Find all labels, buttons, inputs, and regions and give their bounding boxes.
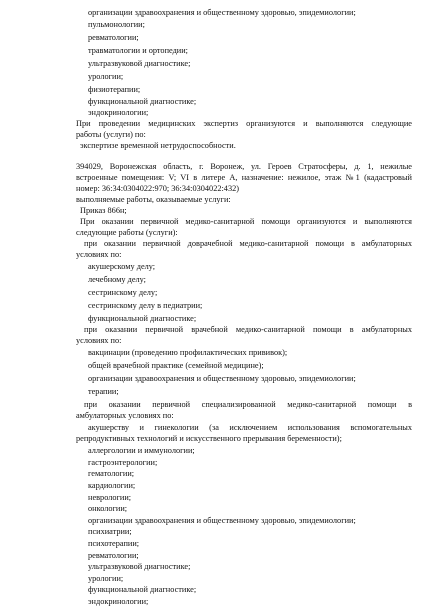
address-line: номер: 36:34:0304022:970; 36:34:0304022:432) xyxy=(76,184,240,193)
text-line: условиях по: xyxy=(76,250,122,259)
text-line: лечебному делу; xyxy=(88,275,146,284)
text-line: вакцинации (проведению профилактических прививок); xyxy=(88,348,288,357)
text-line: функциональной диагностике; xyxy=(88,585,197,595)
text-line: репродуктивных технологий и искусственного прерывания беременности); xyxy=(76,434,342,443)
text-line: при оказании первичной специализированной медико-санитарной помощи в xyxy=(84,400,412,409)
text-line: работы (услуги) по: xyxy=(76,130,146,139)
text-line: ревматологии; xyxy=(88,550,139,560)
text-line: травматологии и ортопедии; xyxy=(88,46,188,55)
address-line: встроенные помещения: V; VI в литере А, назначение: нежилое, этаж №1 (кадастровый xyxy=(76,173,412,182)
order-line: Приказ 866н; xyxy=(80,206,127,215)
text-line: аллергологии и иммунологии; xyxy=(88,446,195,455)
text-line: выполняемые работы, оказываемые услуги: xyxy=(76,195,231,204)
text-line: ультразвуковой диагностике; xyxy=(88,59,191,68)
text-line: физиотерапии; xyxy=(88,85,141,94)
text-line: онкологии; xyxy=(88,504,128,514)
text-line: сестринскому делу в педиатрии; xyxy=(88,301,203,310)
text-line: психиатрии; xyxy=(88,527,132,537)
text-line: кардиологии; xyxy=(88,480,136,490)
text-line: ревматологии; xyxy=(88,33,139,42)
text-line: следующие работы (услуги): xyxy=(76,228,178,237)
text-line: экспертизе временной нетрудоспособности. xyxy=(80,141,236,150)
text-line: При проведении медицинских экспертиз организуются и выполняются следующие xyxy=(76,119,412,128)
text-line: урологии; xyxy=(88,573,124,583)
text-line: функциональной диагностике; xyxy=(88,314,197,323)
text-line: организации здравоохранения и общественному здоровью, эпидемиологии; xyxy=(88,374,356,383)
text-line: эндокринологии; xyxy=(88,108,149,117)
text-line: организации здравоохранения и общественному здоровью, эпидемиологии; xyxy=(88,515,356,525)
text-line: амбулаторных условиях по: xyxy=(76,411,174,420)
text-line: гематологии; xyxy=(88,469,135,479)
text-line: акушерству и гинекологии (за исключением использования вспомогательных xyxy=(88,423,412,432)
text-line: терапии; xyxy=(88,387,119,396)
text-line: При оказании первичной медико-санитарной помощи организуются и выполняются xyxy=(80,217,412,226)
text-line: при оказании первичной врачебной медико-санитарной помощи в амбулаторных xyxy=(84,325,412,334)
text-line: урологии; xyxy=(88,72,124,81)
text-line: психотерапии; xyxy=(88,538,140,548)
text-line: акушерскому делу; xyxy=(88,262,156,271)
text-line: условиях по: xyxy=(76,336,122,345)
text-line: сестринскому делу; xyxy=(88,288,158,297)
text-line: гастроэнтерологии; xyxy=(88,457,158,467)
text-line: организации здравоохранения и общественному здоровью, эпидемиологии; xyxy=(88,8,356,17)
text-line: пульмонологии; xyxy=(88,20,145,29)
text-line: эндокринологии; xyxy=(88,597,149,606)
text-line: неврологии; xyxy=(88,492,132,502)
text-line: функциональной диагностике; xyxy=(88,97,197,106)
text-line: общей врачебной практике (семейной медицине); xyxy=(88,361,264,370)
address-line: 394029, Воронежская область, г. Воронеж, ул. Героев Стратосферы, д. 1, нежилые xyxy=(76,162,412,171)
text-line: при оказании первичной доврачебной медико-санитарной помощи в амбулаторных xyxy=(84,239,412,248)
text-line: ультразвуковой диагностике; xyxy=(88,562,191,572)
